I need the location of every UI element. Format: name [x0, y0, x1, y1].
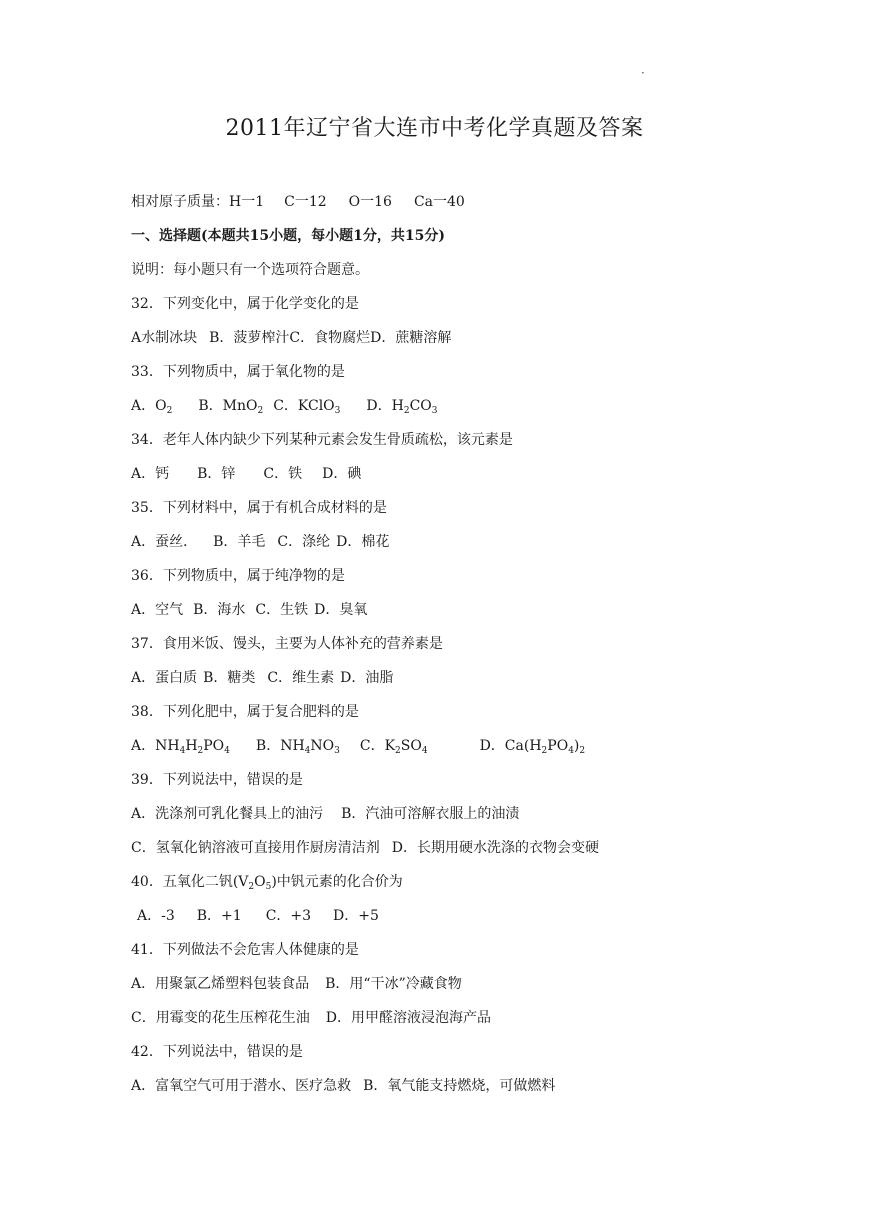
- question-41-stem: 41．下列做法不会危害人体健康的是: [131, 942, 359, 958]
- atomic-mass-label: 相对原子质量：: [131, 194, 229, 210]
- option-a: A水制冰块: [131, 330, 198, 346]
- question-40-options: [131, 901, 811, 935]
- question-34-options: [131, 459, 811, 493]
- option-b: B．锌: [197, 466, 236, 482]
- page-title: 2011年辽宁省大连市中考化学真题及答案: [225, 116, 644, 141]
- question-35-stem: 35．下列材料中，属于有机合成材料的是: [131, 500, 387, 516]
- question-34-stem: 34．老年人体内缺少下列某种元素会发生骨质疏松，该元素是: [131, 432, 513, 448]
- option-c: C．氢氧化钠溶液可直接用作厨房清洁剂: [131, 840, 380, 856]
- option-d: D．油脂: [340, 670, 394, 686]
- question-40-stem: 40．五氧化二钒$(V_2O_5)$中钒元素的化合价为: [131, 874, 403, 892]
- option-c: C．生铁: [255, 602, 309, 618]
- option-d: D．碘: [322, 466, 362, 482]
- option-a: A．钙: [131, 466, 170, 482]
- question-38-options: [131, 731, 811, 765]
- question-42-stem: 42．下列说法中，错误的是: [131, 1044, 303, 1060]
- option-b: B．$NH_4NO_3$: [255, 738, 340, 756]
- option-d: D．蔗糖溶解: [370, 330, 452, 346]
- option-d: D．臭氧: [314, 602, 368, 618]
- option-c: C．维生素: [267, 670, 335, 686]
- option-b: B．菠萝榨汁: [209, 330, 290, 346]
- option-a: A．空气: [131, 602, 184, 618]
- atomic-mass-ca: Ca一40: [413, 194, 465, 210]
- option-a: A．蚕丝．: [131, 534, 198, 550]
- question-33-options: [131, 391, 811, 425]
- question-39-options-row2: [131, 833, 811, 867]
- option-a: A．蛋白质: [131, 670, 198, 686]
- question-36-stem: 36．下列物质中，属于纯净物的是: [131, 568, 345, 584]
- instruction-note: 说明：每小题只有一个选项符合题意。: [131, 262, 369, 278]
- option-d: D．棉花: [336, 534, 390, 550]
- option-b: B．用“干冰”冷藏食物: [325, 976, 462, 992]
- option-c: C．铁: [263, 466, 303, 482]
- option-d: D．用甲醛溶液浸泡海产品: [325, 1010, 491, 1026]
- option-d: D．$H_2CO_3$: [366, 398, 438, 416]
- option-a: A．-3: [137, 908, 175, 924]
- option-b: B．氧气能支持燃烧，可做燃料: [363, 1078, 556, 1094]
- question-32-options: [131, 323, 811, 357]
- option-a: A．$O_2$: [131, 398, 173, 416]
- question-content: [131, 187, 811, 1105]
- option-c: C．KClO$_3$: [273, 398, 341, 416]
- question-37-stem: 37．食用米饭、馒头，主要为人体补充的营养素是: [131, 636, 443, 652]
- question-32-stem: 32．下列变化中，属于化学变化的是: [131, 296, 359, 312]
- question-39-options-row1: [131, 799, 811, 833]
- option-c: C．食物腐烂: [289, 330, 371, 346]
- option-c: C．用霉变的花生压榨花生油: [131, 1010, 310, 1026]
- option-c: C．$K_2SO_4$: [359, 738, 428, 756]
- question-42-options-row1: [131, 1071, 811, 1105]
- option-d: D．长期用硬水洗涤的衣物会变硬: [391, 840, 599, 856]
- option-d: D．$Ca(H_2PO_4)_2$: [479, 738, 586, 756]
- atomic-mass-line: [131, 187, 811, 221]
- question-41-options-row1: [131, 969, 811, 1003]
- section-heading: 一、选择题(本题共15小题，每小题1分，共15分): [131, 228, 445, 244]
- question-39-stem: 39．下列说法中，错误的是: [131, 772, 303, 788]
- option-b: B．MnO$_2$: [198, 398, 264, 416]
- option-b: B．羊毛: [213, 534, 266, 550]
- question-33-stem: 33．下列物质中，属于氧化物的是: [131, 364, 345, 380]
- question-35-options: [131, 527, 811, 561]
- question-38-stem: 38．下列化肥中，属于复合肥料的是: [131, 704, 359, 720]
- atomic-mass-c: C一12: [284, 194, 327, 210]
- option-a: A．用聚氯乙烯塑料包装食品: [131, 976, 310, 992]
- question-36-options: [131, 595, 811, 629]
- option-a: A．富氧空气可用于潜水、医疗急救: [131, 1078, 352, 1094]
- atomic-mass-h: H一1: [229, 194, 265, 210]
- option-b: B．海水: [193, 602, 246, 618]
- option-c: C．+3: [265, 908, 312, 924]
- corner-mark: ·: [641, 66, 645, 80]
- option-c: C．涤纶: [277, 534, 331, 550]
- question-41-options-row2: [131, 1003, 811, 1037]
- option-a: A．洗涤剂可乳化餐具上的油污: [131, 806, 324, 822]
- option-a: A．$NH_4H_2PO_4$: [131, 738, 230, 756]
- option-b: B．汽油可溶解衣服上的油渍: [341, 806, 520, 822]
- option-d: D．+5: [333, 908, 379, 924]
- option-b: B．+1: [196, 908, 242, 924]
- option-b: B．糖类: [203, 670, 256, 686]
- atomic-mass-o: O一16: [348, 194, 392, 210]
- question-37-options: [131, 663, 811, 697]
